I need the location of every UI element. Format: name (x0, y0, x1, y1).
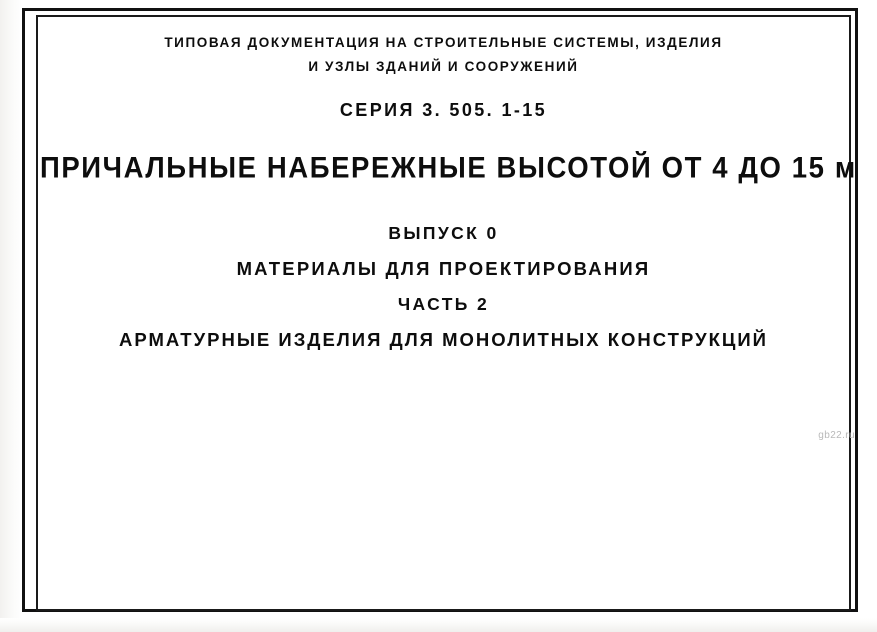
document-title: ПРИЧАЛЬНЫЕ НАБЕРЕЖНЫЕ ВЫСОТОЙ ОТ 4 ДО 15 м (40, 151, 857, 184)
materials-subtitle: МАТЕРИАЛЫ ДЛЯ ПРОЕКТИРОВАНИЯ (236, 258, 651, 279)
scan-edge-bottom (0, 618, 877, 632)
header-line-2: И УЗЛЫ ЗДАНИЙ И СООРУЖЕНИЙ (308, 58, 579, 74)
scan-edge-left (0, 0, 22, 632)
header-line-1: ТИПОВАЯ ДОКУМЕНТАЦИЯ НА СТРОИТЕЛЬНЫЕ СИСТЕМЫ, ИЗДЕЛИЯ (164, 35, 723, 50)
part-number: ЧАСТЬ 2 (397, 294, 490, 314)
series-number: СЕРИЯ 3. 505. 1-15 (339, 100, 548, 120)
document-content (40, 18, 857, 578)
rebar-subtitle: АРМАТУРНЫЕ ИЗДЕЛИЯ ДЛЯ МОНОЛИТНЫХ КОНСТРУКЦИЙ (119, 329, 768, 350)
issue-number: ВЫПУСК 0 (388, 223, 499, 243)
watermark: gb22.ru (818, 430, 855, 441)
